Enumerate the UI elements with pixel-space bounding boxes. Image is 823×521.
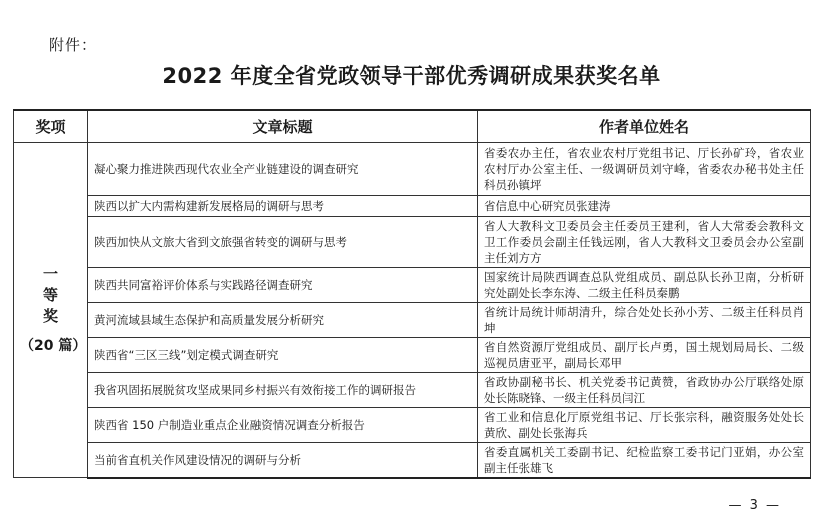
award-table (13, 109, 811, 479)
document-title: 2022 年度全省党政领导干部优秀调研成果获奖名单 (162, 64, 661, 88)
column-header-title: 文章标题 (88, 110, 478, 143)
table-row (14, 338, 811, 373)
table-row (14, 143, 811, 196)
attachment-label: 附件： (49, 36, 98, 54)
table-row (14, 217, 811, 268)
article-title: 黄河流域县域生态保护和高质量发展分析研究 (88, 303, 478, 338)
article-title: 凝心聚力推进陕西现代农业全产业链建设的调查研究 (88, 143, 478, 196)
table-row (14, 303, 811, 338)
article-title: 我省巩固拓展脱贫攻坚成果同乡村振兴有效衔接工作的调研报告 (88, 373, 478, 408)
author-info: 省信息中心研究员张建涛 (478, 196, 811, 217)
author-info: 省人大教科文卫委员会主任委员王建利，省人大常委会教科文卫工作委员会副主任钱远刚，省人大教科文卫委员会办公室副主任刘方方 (478, 217, 811, 268)
author-info: 省委直属机关工委副书记、纪检监察工委书记门亚娟，办公室副主任张雄飞 (478, 443, 811, 478)
article-title: 陕西省“三区三线”划定模式调查研究 (88, 338, 478, 373)
author-info: 省自然资源厅党组成员、副厅长卢勇，国土规划局局长、二级巡视员唐亚平，副局长邓甲 (478, 338, 811, 373)
table-row (14, 408, 811, 443)
table-header-row (14, 110, 811, 143)
article-title: 陕西以扩大内需构建新发展格局的调研与思考 (88, 196, 478, 217)
article-title: 陕西省 150 户制造业重点企业融资情况调查分析报告 (88, 408, 478, 443)
author-info: 省工业和信息化厅原党组书记、厅长张宗科，融资服务处处长黄欣、副处长张海兵 (478, 408, 811, 443)
article-title: 当前省直机关作风建设情况的调研与分析 (88, 443, 478, 478)
rank-name: 一等奖 (41, 265, 59, 329)
author-info: 省统计局统计师胡清升，综合处处长孙小芳、二级主任科员肖坤 (478, 303, 811, 338)
rank-cell (14, 143, 88, 478)
table-row (14, 443, 811, 478)
column-header-author: 作者单位姓名 (478, 110, 811, 143)
author-info: 国家统计局陕西调查总队党组成员、副总队长孙卫南，分析研究处副处长李东涛、二级主任科员秦鹏 (478, 268, 811, 303)
page-number: — 3 — (728, 498, 781, 513)
article-title: 陕西加快从文旅大省到文旅强省转变的调研与思考 (88, 217, 478, 268)
table-row (14, 373, 811, 408)
rank-count: （20 篇） (20, 337, 87, 354)
table-row (14, 268, 811, 303)
column-header-award: 奖项 (14, 110, 88, 143)
article-title: 陕西共同富裕评价体系与实践路径调查研究 (88, 268, 478, 303)
author-info: 省委农办主任，省农业农村厅党组书记、厅长孙矿玲，省农业农村厅办公室主任、一级调研员刘守峰，省委农办秘书处主任科员孙镇坪 (478, 143, 811, 196)
author-info: 省政协副秘书长、机关党委书记黄赞，省政协办公厅联络处原处长陈晓锋、一级主任科员闫江 (478, 373, 811, 408)
table-row (14, 196, 811, 217)
